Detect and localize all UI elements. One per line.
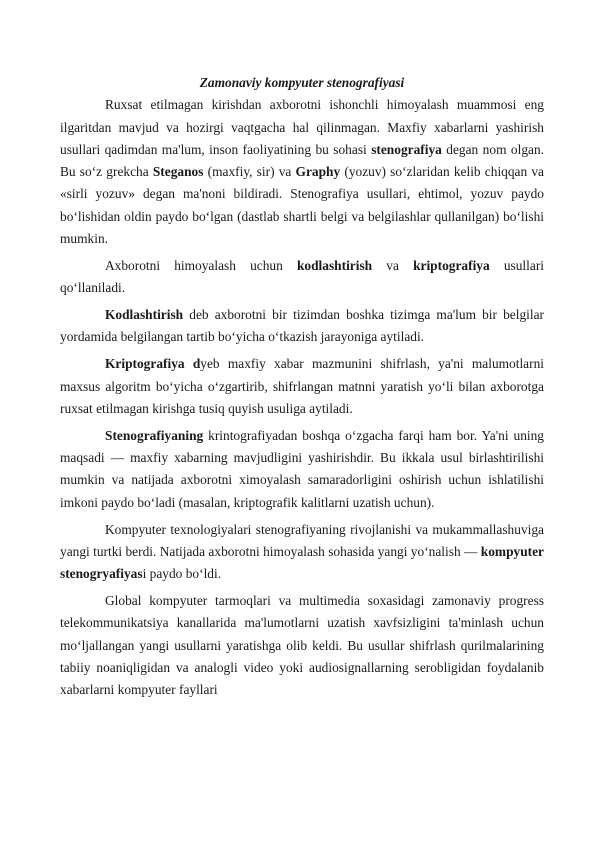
paragraphs-container bbox=[60, 94, 544, 701]
document-body bbox=[60, 72, 544, 706]
paragraph bbox=[60, 304, 544, 349]
paragraph-text: va bbox=[372, 257, 414, 273]
paragraph-text: (maxfiy, sir) va bbox=[203, 164, 296, 180]
bold-term: stenografiya bbox=[371, 141, 442, 157]
paragraph-text: degan nom olgan. Bu so‘z grekcha bbox=[60, 141, 544, 180]
paragraph bbox=[60, 590, 544, 701]
paragraph bbox=[60, 353, 544, 420]
paragraph-text: i paydo bo‘ldi. bbox=[142, 566, 222, 582]
paragraph-text: Axborotni himoyalash uchun bbox=[105, 257, 297, 273]
paragraph-text: Kompyuter texnologiyalari stenografiyaning rivojlanishi va mukammallashuviga yangi turtki berdi. Natijada axborotni himoyalash sohasida yangi yo‘nalish — bbox=[60, 521, 544, 559]
paragraph-text: Ruxsat etilmagan kirishdan axborotni ishonchli himoyalash muammosi eng ilgaritdan mavjud va hozirgi vaqtgacha hal qilinmagan. Maxfiy xabarlarni yashirish usullari qadimdan ma'lum, inson faoliyatining bu sohasi bbox=[60, 97, 544, 157]
paragraph bbox=[60, 94, 544, 250]
bold-term: kriptografiya bbox=[413, 257, 490, 273]
paragraph-text: Global kompyuter tarmoqlari va multimedia soxasidagi zamonaviy progress telekommunikatsiya kanallarida ma'lumotlarni uzatish xavfsizligini ta'minlash uchun mo‘ljallangan yangi usullarni yaratishga olib keldi. Bu usullar shifrlash qurilmalarining tabiiy noaniqligidan va analogli video yoki audiosignallarning serobligidan foydalanib xabarlarni kompyuter fayllari bbox=[60, 593, 544, 698]
paragraph-text: (yozuv) so‘zlaridan kelib chiqqan va «sirli yozuv» degan ma'noni bildiradi. Stenografiya usullari, ehtimol, yozuv paydo bo‘lishidan oldin paydo bo‘lgan (dastlab shartli belgi va belgilashlar qullanilgan) bo‘lishi mumkin. bbox=[60, 164, 545, 247]
bold-term: kompyuter stenogryafiyas bbox=[60, 543, 544, 582]
paragraph-text: yeb maxfiy xabar mazmunini shifrlash, ya'ni malumotlarni maxsus algoritm bo‘yicha o‘zgartirib, shifrlangan matnni yaratish yo‘li bilan axborotga ruxsat etilmagan kirishga tusiq quyish usuliga aytiladi. bbox=[60, 356, 545, 416]
bold-term: kodlashtirish bbox=[296, 257, 373, 273]
document-title: Zamonaviy kompyuter stenografiyasi bbox=[199, 75, 405, 90]
paragraph-text: usullari qo‘llaniladi. bbox=[60, 257, 544, 296]
paragraph bbox=[60, 255, 544, 300]
paragraph bbox=[60, 425, 544, 514]
paragraph-text: deb axborotni bir tizimdan boshka tizimga ma'lum bir belgilar yordamida belgilangan tartib bo‘yicha o‘tkazish jarayoniga aytiladi. bbox=[60, 307, 544, 345]
paragraph bbox=[60, 519, 544, 586]
bold-term: Steganos bbox=[152, 164, 204, 180]
bold-term: Kriptografiya d bbox=[105, 356, 201, 372]
bold-term: Graphy bbox=[295, 164, 341, 180]
bold-term: Kodlashtirish bbox=[105, 307, 184, 323]
bold-term: Stenografiyaning bbox=[105, 427, 204, 443]
paragraph-text: krintografiyadan boshqa o‘zgacha farqi ham bor. Ya'ni uning maqsadi — maxfiy xabarning mavjudligini yashirishdir. Bu ikkala usul birlashtirilishi mumkin va natijada axborotni ximoyalash samaradorligini oshirish uchun ishlatilishi imkoni paydo bo‘ladi (masalan, kriptografik kalitlarni uzatish uchun). bbox=[60, 427, 544, 510]
